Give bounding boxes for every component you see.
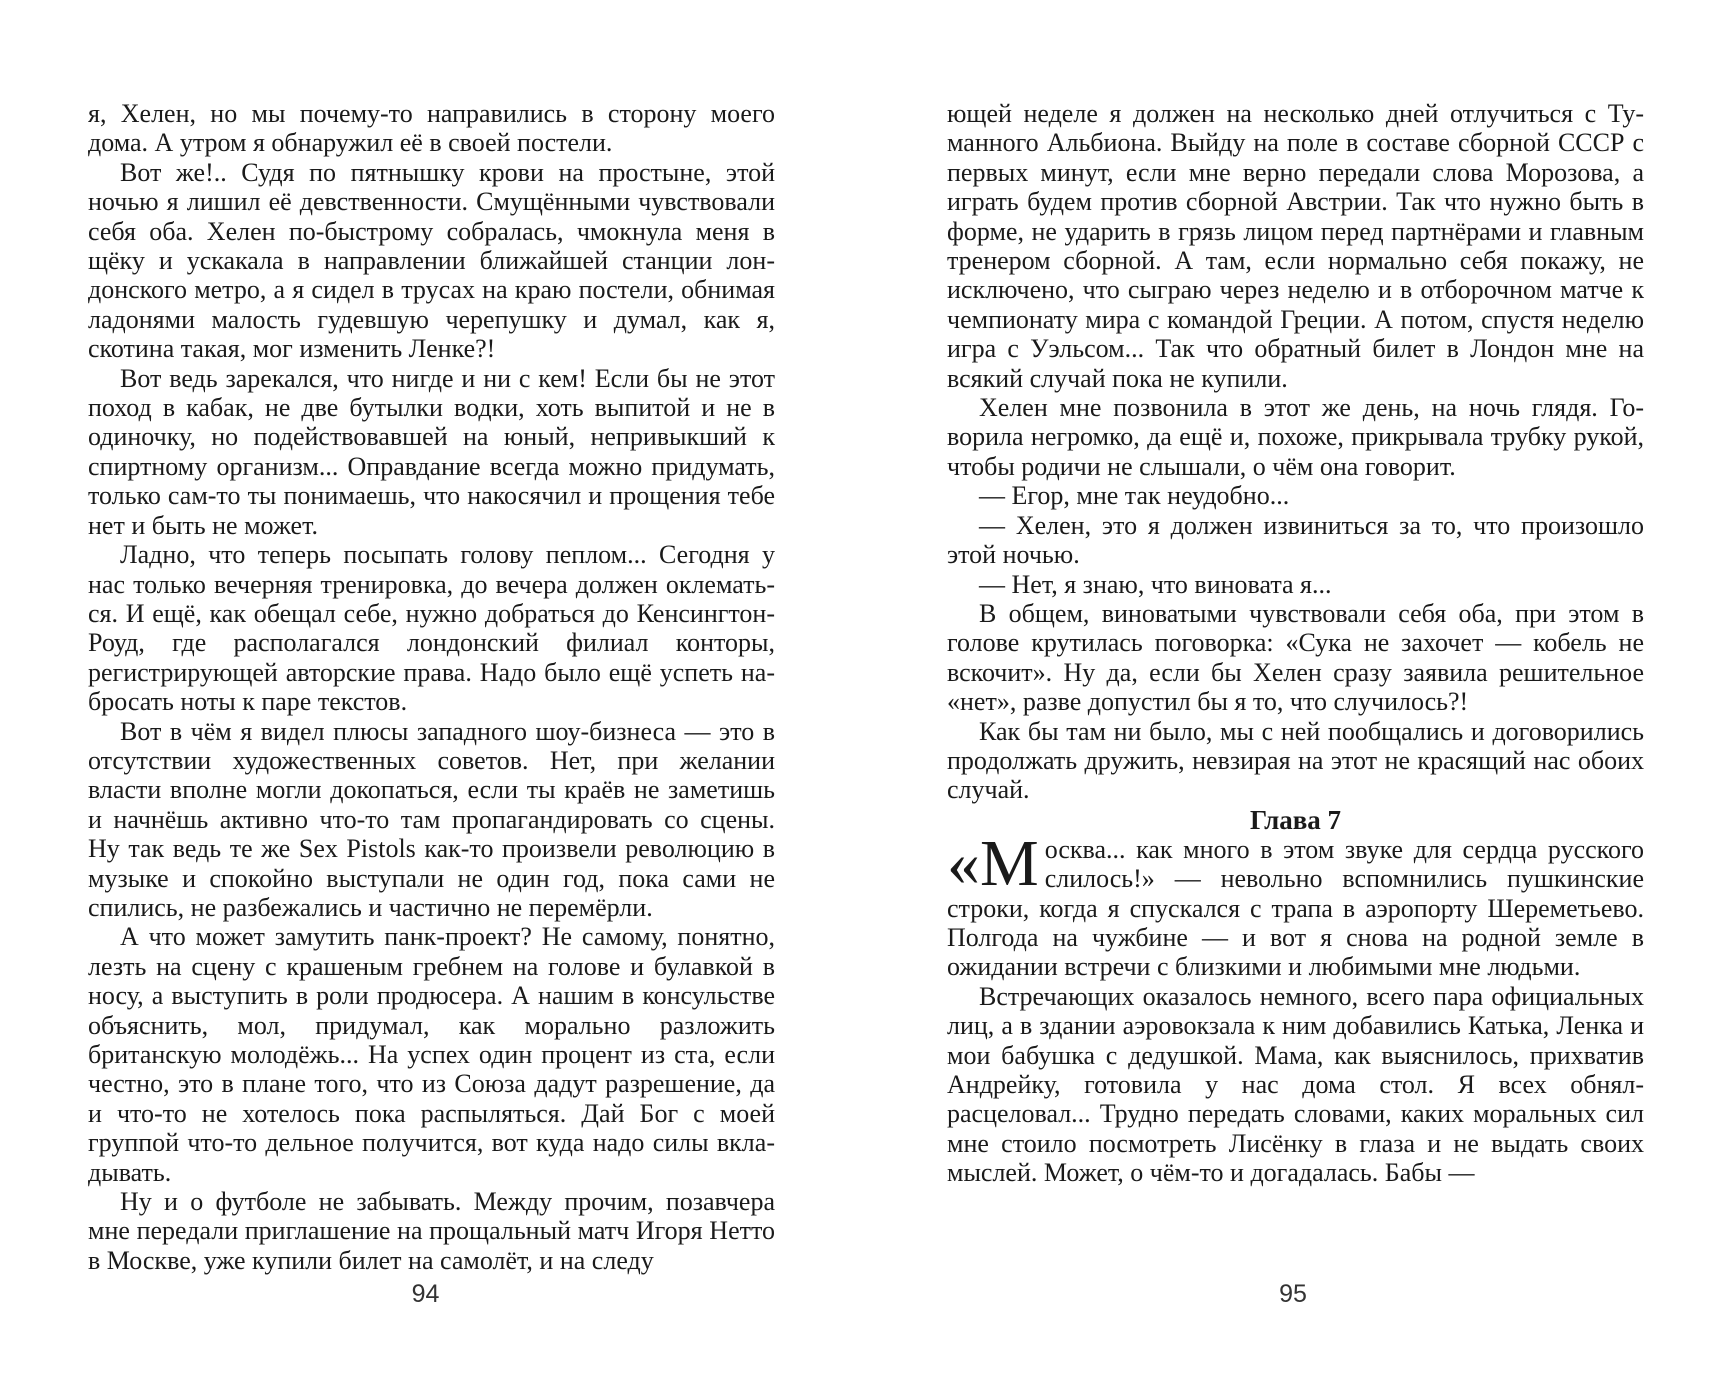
paragraph: В общем, виноватыми чувствовали себя оба, при этом в голове крутилась поговорка: «Сука не захочет — кобель не вскочит». Ну да, если бы Хелен сразу заявила решительное «нет», разве допустил бы я то, что случилось?! <box>947 598 1644 717</box>
dialogue-line: — Хелен, это я должен извиниться за то, что произошло этой ночью. <box>947 510 1644 570</box>
paragraph: Вот ведь зарекался, что нигде и ни с кем! Если бы не этот поход в кабак, не две бутылки водки, хоть выпитой и не в одиночку, но подействовавшей на юный, непривыкший к спиртному организм... Оправдание всегда можно придумать, только сам-то ты понимаешь, что накосячил и прощения тебе нет и быть не может. <box>88 363 775 540</box>
chapter-opening-text: осква... как много в этом звуке для сердца русского слилось!» — невольно вспомнились пушкинские строки, когда я спускался с трапа в аэропорту Шереметьево. Полгода на чужбине — и вот я снова на родной земле в ожидании встречи с близкими и любимыми мне людьми. <box>947 834 1644 982</box>
paragraph: я, Хелен, но мы почему-то направились в сторону моего дома. А утром я обнаружил её в своей постели. <box>88 99 775 158</box>
dialogue-line: — Егор, мне так неудобно... <box>979 481 1290 511</box>
drop-cap-letter: М <box>980 826 1039 900</box>
left-page-text <box>88 99 775 1275</box>
page-number: 94 <box>411 1280 440 1308</box>
paragraph: Ну и о футболе не забывать. Между прочим, позавчера мне передали приглашение на прощальный матч Игоря Нетто в Москве, уже купили билет на самолёт, и на следу <box>88 1187 775 1275</box>
chapter-title: Глава 7 <box>1249 804 1342 835</box>
paragraph: А что может замутить панк-проект? Не самому, понятно, лезть на сцену с крашеным гребнем на голове и булавкой в носу, а выступить в роли продюсера. А нашим в консульстве объяснить, мол, придумал, как морально разложить британскую молодёжь... На успех один процент из ста, если честно, это в плане того, что из Союза дадут разрешение, да и что-то не хотелось пока распыляться. Дай Бог с моей группой что-то дельное получится, вот куда надо силы вкладывать. <box>88 922 775 1187</box>
paragraph: Вот же!.. Судя по пятнышку крови на простыне, этой ночью я лишил её девственности. Смущёнными чувствовали себя оба. Хелен по-быстрому собралась, чмокнула меня в щёку и ускакала в направлении ближайшей станции лондонского метро, а я сидел в трусах на краю постели, обнимая ладонями малость гудевшую черепушку и думал, как я, скотина такая, мог изменить Ленке?! <box>88 157 775 364</box>
paragraph: Ладно, что теперь посыпать голову пеплом... Сегодня у нас только вечерняя тренировка, до вечера должен оклематься. И ещё, как обещал себе, нужно добраться до Кенсингтон-Роуд, где располагался лондонский филиал конторы, регистрирующей авторские права. Надо было ещё успеть набросать ноты к паре текстов. <box>88 540 775 717</box>
chapter-opening-paragraph <box>947 826 1644 982</box>
drop-cap-quote: « <box>947 826 980 900</box>
page-number: 95 <box>1279 1280 1307 1308</box>
left-page <box>0 0 859 1374</box>
paragraph: ющей неделе я должен на несколько дней отлучиться с Туманного Альбиона. Выйду на поле в составе сборной СССР с первых минут, если мне верно передали слова Морозова, а играть будем против сборной Австрии. Так что нужно быть в форме, не ударить в грязь лицом перед партнёрами и главным тренером сборной. А там, если нормально себя покажу, не исключено, что сыграю через неделю и в отборочном матче к чемпионату мира с командой Греции. А потом, спустя неделю игра с Уэльсом... Так что обратный билет в Лондон мне на всякий случай пока не купили. <box>947 99 1644 393</box>
drop-cap <box>947 826 1039 900</box>
paragraph: Встречающих оказалось немного, всего пара официальных лиц, а в здании аэровокзала к ним добавились Катька, Ленка и мои бабушка с дедушкой. Мама, как выяснилось, прихватив Андрейку, готовила у нас дома стол. Я всех обнял-расцеловал... Трудно передать словами, каких моральных сил мне стоило посмотреть Лисёнку в глаза и не выдать своих мыслей. Может, о чём-то и догадалась. Бабы — <box>947 981 1644 1188</box>
right-page <box>859 0 1719 1374</box>
right-page-text <box>947 99 1644 1188</box>
paragraph: Как бы там ни было, мы с ней пообщались и договорились продолжать дружить, невзирая на этот не красящий нас обоих случай. <box>947 716 1644 805</box>
dialogue-line: — Нет, я знаю, что виновата я... <box>979 569 1332 599</box>
paragraph: Вот в чём я видел плюсы западного шоу-бизнеса — это в отсутствии художественных советов. Нет, при желании власти вполне могли докопаться, если ты краёв не заметишь и начнёшь активно что-то там пропагандировать со сцены. Ну так ведь те же Sex Pistols как-то произвели революцию в музыке и спокойно выступали не один год, пока сами не спились, не разбежались и частично не перемёрли. <box>88 716 775 922</box>
paragraph: Хелен мне позвонила в этот же день, на ночь глядя. Говорила негромко, да ещё и, похоже, прикрывала трубку рукой, чтобы родичи не слышали, о чём она говорит. <box>947 393 1644 481</box>
